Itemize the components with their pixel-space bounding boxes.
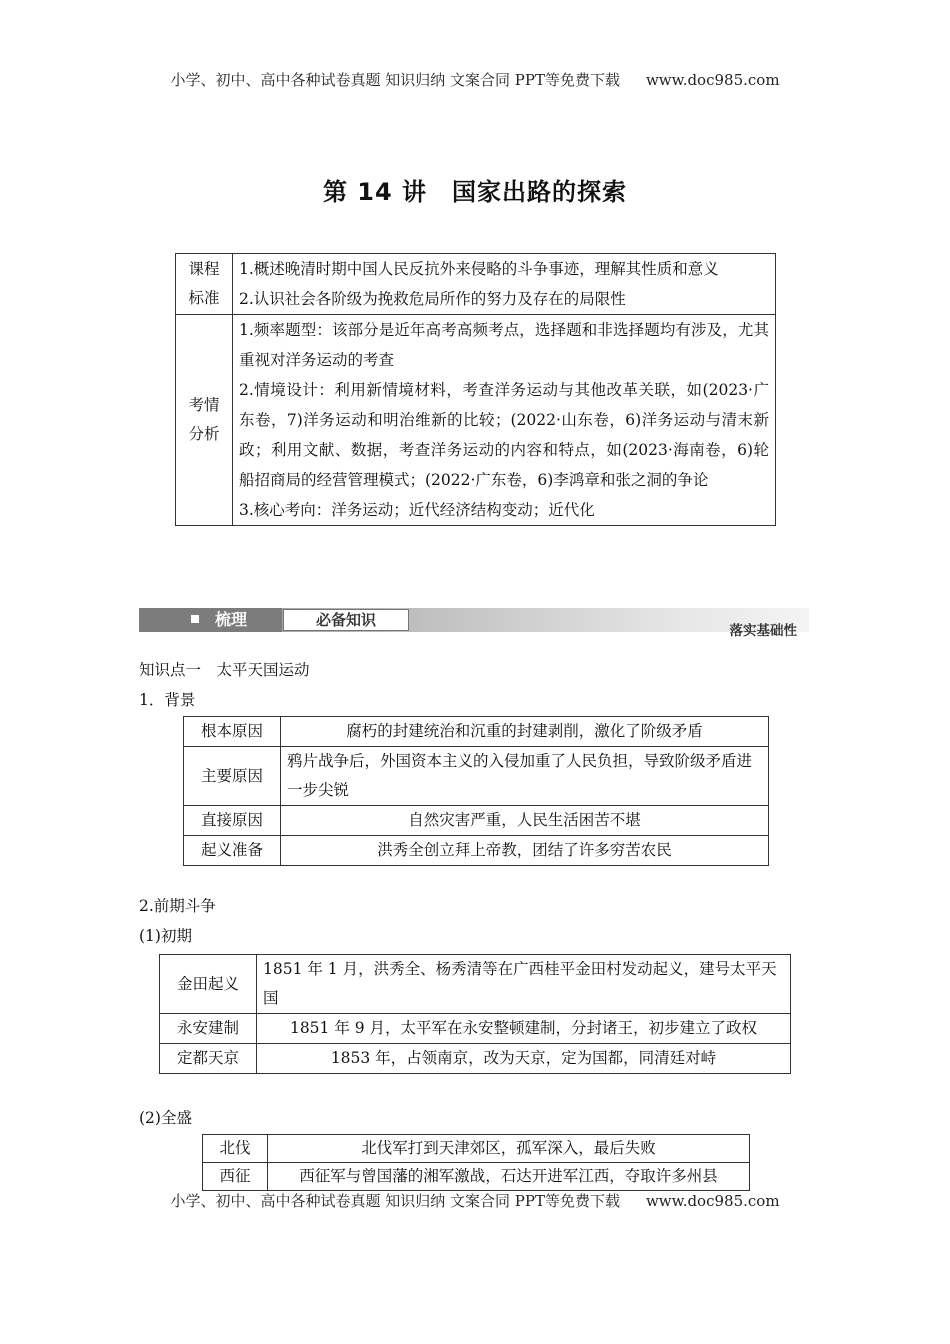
- row-text: 鸦片战争后，外国资本主义的入侵加重了人民负担，导致阶级矛盾进一步尖锐: [281, 747, 769, 806]
- row-text: 1851 年 1 月，洪秀全、杨秀清等在广西桂平金田村发动起义，建号太平天国: [257, 955, 791, 1014]
- row-label: 直接原因: [184, 806, 281, 836]
- table-row: [203, 1163, 750, 1191]
- header-text: 小学、初中、高中各种试卷真题 知识归纳 文案合同 PPT等免费下载: [170, 71, 620, 89]
- background-table: [183, 716, 769, 866]
- standard-item: 1.概述晚清时期中国人民反抗外来侵略的斗争事迹，理解其性质和意义: [239, 260, 719, 278]
- table-row: [203, 1135, 750, 1163]
- background-heading: 1．背景: [139, 691, 196, 709]
- row-label: 定都天京: [160, 1044, 257, 1074]
- page-header: [0, 69, 950, 90]
- row-text: 西征军与曾国藩的湘军激战，石达开进军江西，夺取许多州县: [268, 1163, 750, 1191]
- footer-text: 小学、初中、高中各种试卷真题 知识归纳 文案合同 PPT等免费下载: [170, 1192, 620, 1210]
- analysis-item: 1.频率题型：该部分是近年高考高频考点，选择题和非选择题均有涉及，尤其重视对洋务运动的考查: [239, 321, 769, 369]
- row-label: 西征: [203, 1163, 268, 1191]
- standard-item: 2.认识社会各阶级为挽救危局所作的努力及存在的局限性: [239, 290, 626, 308]
- row-label: 金田起义: [160, 955, 257, 1014]
- table-row: [184, 836, 769, 866]
- analysis-label: 考情 分析: [176, 315, 233, 526]
- row-label: 主要原因: [184, 747, 281, 806]
- table-row: [184, 747, 769, 806]
- row-text: 1851 年 9 月，太平军在永安整顿建制，分封诸王，初步建立了政权: [257, 1014, 791, 1044]
- banner-left-label: 梳理: [215, 610, 248, 629]
- square-bullet-icon: [191, 615, 199, 623]
- row-text: 1853 年，占领南京，改为天京，定为国都，同清廷对峙: [257, 1044, 791, 1074]
- section-banner: [139, 606, 809, 639]
- early-subheading: (1)初期: [139, 927, 192, 945]
- table-row: [160, 1044, 791, 1074]
- banner-left: [139, 608, 282, 632]
- page-footer: [0, 1190, 950, 1211]
- row-label: 永安建制: [160, 1014, 257, 1044]
- peak-subheading: (2)全盛: [139, 1109, 192, 1127]
- footer-site[interactable]: www.doc985.com: [645, 1192, 780, 1210]
- table-row: [184, 806, 769, 836]
- header-site[interactable]: www.doc985.com: [645, 71, 780, 89]
- analysis-item: 2.情境设计：利用新情境材料，考查洋务运动与其他改革关联，如(2023·广东卷，7)洋务运动和明治维新的比较；(2022·山东卷，6)洋务运动与清末新政；利用文献、数据，考查洋务运动的内容和特点，如(2023·海南卷，6)轮船招商局的经营管理模式；(2022·广东卷，6)李鸿章和张之洞的争论: [239, 381, 769, 489]
- table-row: [160, 955, 791, 1014]
- row-label: 起义准备: [184, 836, 281, 866]
- row-text: 自然灾害严重，人民生活困苦不堪: [281, 806, 769, 836]
- standard-content: [233, 254, 776, 315]
- early-heading: 2.前期斗争: [139, 897, 216, 915]
- row-text: 洪秀全创立拜上帝教，团结了许多穷苦农民: [281, 836, 769, 866]
- peak-table: [202, 1134, 750, 1191]
- row-text: 北伐军打到天津郊区，孤军深入，最后失败: [268, 1135, 750, 1163]
- standard-row: [176, 254, 776, 315]
- page-title: 第 14 讲 国家出路的探索: [322, 178, 628, 206]
- table-row: [184, 717, 769, 747]
- row-label: 根本原因: [184, 717, 281, 747]
- row-text: 腐朽的封建统治和沉重的封建剥削，激化了阶级矛盾: [281, 717, 769, 747]
- analysis-row: [176, 315, 776, 526]
- knowledge-point-heading: 知识点一 太平天国运动: [139, 661, 310, 679]
- early-table: [159, 954, 791, 1074]
- analysis-item: 3.核心考向：洋务运动；近代经济结构变动；近代化: [239, 501, 595, 519]
- banner-right-label: 落实基础性: [729, 623, 797, 639]
- analysis-content: [233, 315, 776, 526]
- row-label: 北伐: [203, 1135, 268, 1163]
- banner-mid-label: 必备知识: [283, 609, 409, 631]
- overview-table: [175, 253, 776, 526]
- table-row: [160, 1014, 791, 1044]
- standard-label: 课程 标准: [176, 254, 233, 315]
